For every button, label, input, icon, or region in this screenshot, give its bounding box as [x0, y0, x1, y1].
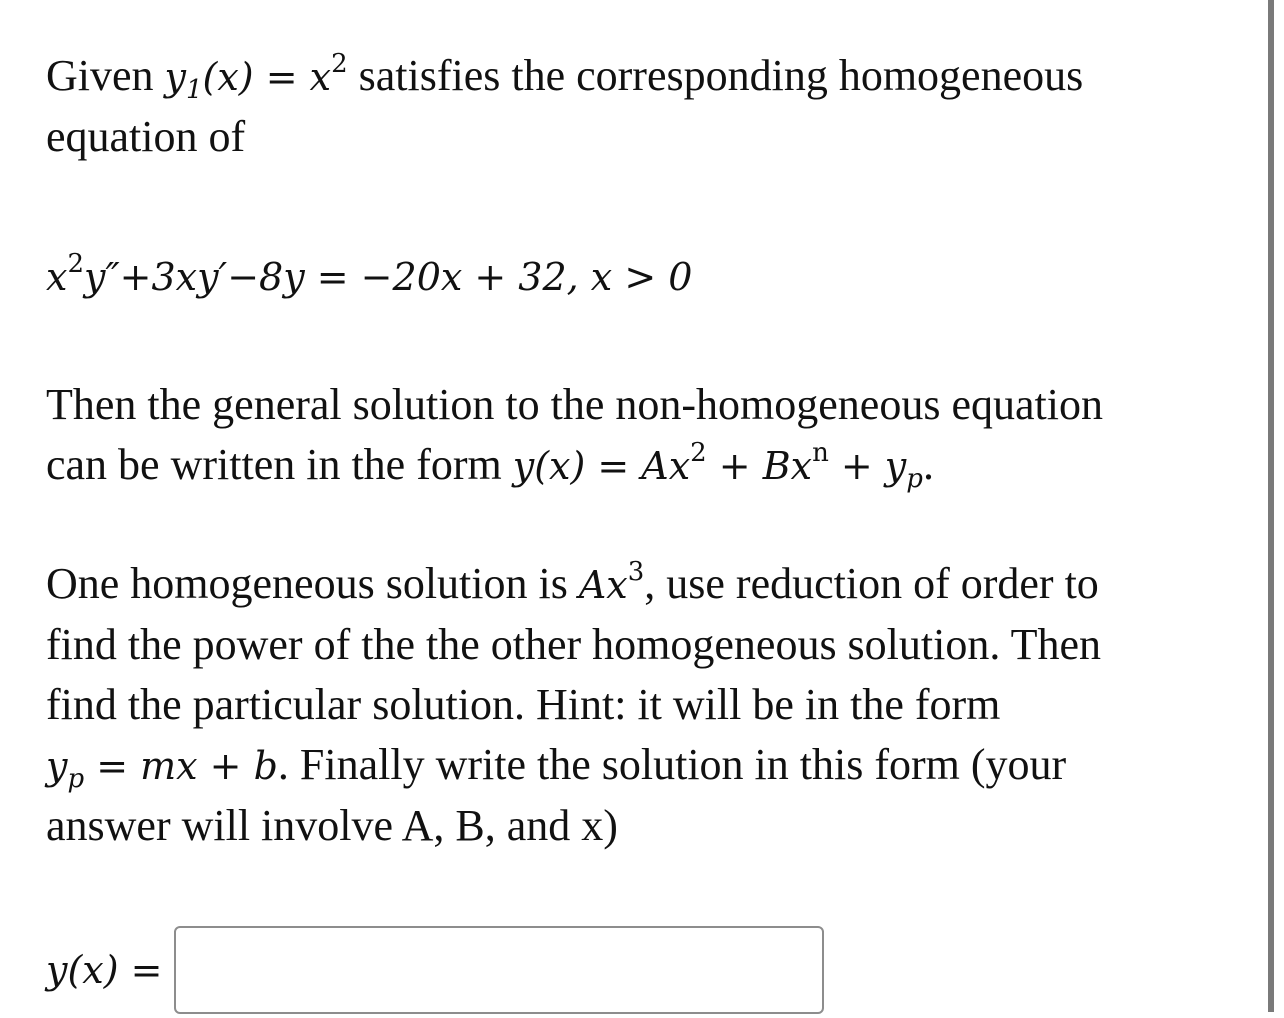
- intro-text-cont: satisfies the corresponding homogeneous: [347, 51, 1084, 100]
- differential-equation: $x^2y''+3xy'-8y = -20x + 32$, x > 0: [46, 249, 693, 299]
- intro-text: Given: [46, 51, 165, 100]
- general-solution-paragraph: Then the general solution to the non-homogeneous equation can be written in the form $y(x) = Ax^2 + Bx^n + y_p$.: [46, 380, 1103, 494]
- answer-input[interactable]: [174, 926, 824, 1014]
- answer-label: y(x) =: [46, 948, 163, 992]
- question-body: [46, 46, 1246, 1018]
- homogeneous-solution-expression: Ax$^3$: [578, 557, 645, 607]
- scrollbar[interactable]: [1268, 0, 1284, 1012]
- scrollbar-thumb[interactable]: [1268, 0, 1274, 1012]
- answer-row: [46, 922, 1246, 1018]
- intro-paragraph: [46, 46, 1246, 167]
- instructions-paragraph: One homogeneous solution is Ax$^3$, use reduction of order to find the power of the the other homogeneous solution. Then find the particular solution. Hint: it will be in the form $y_p$ = mx + b. Finally write the solution in this form (your answer will involve A, B, and x): [46, 557, 1101, 850]
- general-form-expression: $y(x) = Ax^2 + Bx^n + y_p$: [512, 438, 923, 494]
- particular-form-expression: $y_p$ = mx + b: [46, 744, 278, 794]
- y1-expression: $y_1(x) = x^2$: [164, 49, 348, 105]
- intro-text-line2: equation of: [46, 112, 246, 161]
